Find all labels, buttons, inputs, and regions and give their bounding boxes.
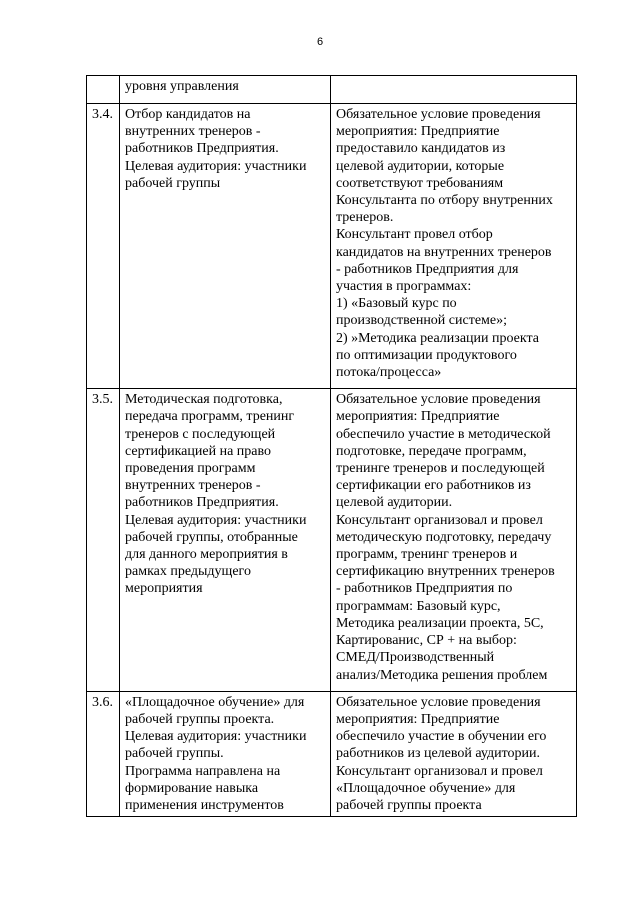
item-number: 3.5. (87, 389, 120, 691)
completion-condition (331, 389, 577, 691)
condition-line: Консультант организовал и провел (336, 763, 543, 779)
condition-line: - работников Предприятия по (336, 581, 513, 597)
table-row (87, 691, 577, 816)
condition-line: рабочей группы проекта (336, 797, 482, 813)
condition-line: сертификацию внутренних тренеров (336, 564, 555, 580)
page-number: 6 (316, 36, 324, 48)
description-line: применения инструментов (125, 797, 284, 813)
condition-line: Картированис, СР + на выбор: (336, 633, 517, 649)
condition-line: целевой аудитории. (336, 495, 453, 511)
completion-condition (331, 76, 577, 104)
condition-line: Обязательное условие проведения (336, 694, 541, 710)
condition-line: мероприятия: Предприятие (336, 409, 500, 425)
item-number (87, 76, 120, 104)
condition-line: производственной системе»; (336, 313, 508, 329)
description-line: Отбор кандидатов на (125, 107, 251, 122)
description-line: мероприятия (125, 581, 203, 597)
description-line: рабочей группы, отобранные (125, 529, 298, 545)
description-line: Программа направлена на (125, 763, 281, 779)
condition-line: участия в программах: (336, 279, 472, 295)
description-line: Целевая аудитория: участники (125, 512, 307, 528)
condition-line: методическую подготовку, передачу (336, 529, 552, 545)
description-line: Целевая аудитория: участники (125, 729, 307, 745)
description-line: Методическая подготовка, (125, 392, 283, 408)
condition-line: Методика реализации проекта, 5С, (336, 615, 544, 631)
condition-line: предоставило кандидатов из (336, 141, 506, 157)
condition-line: 2) »Методика реализации проекта (336, 330, 540, 346)
condition-line: Обязательное условие проведения (336, 392, 541, 408)
measure-description (120, 389, 331, 691)
description-line: «Площадочное обучение» для (125, 694, 305, 710)
description-line: тренеров с последующей (125, 426, 276, 442)
description-line: Целевая аудитория: участники (125, 158, 307, 174)
description-line: работников Предприятия. (125, 141, 279, 157)
table-row (87, 104, 577, 389)
condition-line: тренинге тренеров и последующей (336, 461, 545, 477)
measures-table (86, 75, 577, 817)
condition-line: программам: Базовый курс, (336, 598, 501, 614)
condition-line: целевой аудитории, которые (336, 158, 505, 174)
description-line: сертификацией на право (125, 443, 272, 459)
description-line: для данного мероприятия в (125, 547, 288, 563)
condition-line: кандидатов на внутренних тренеров (336, 244, 552, 260)
condition-line: мероприятия: Предприятие (336, 711, 500, 727)
description-line: рамках предыдущего (125, 564, 251, 580)
condition-line: 1) «Базовый курс по (336, 296, 457, 312)
item-number: 3.6. (87, 691, 120, 816)
item-number: 3.4. (87, 104, 120, 389)
condition-line: - работников Предприятия для (336, 261, 519, 277)
condition-line: анализ/Методика решения проблем (336, 667, 548, 683)
condition-line: Консультант провел отбор (336, 227, 493, 243)
measure-description (120, 104, 331, 389)
condition-line: «Площадочное обучение» для (336, 780, 516, 796)
measure-description (120, 76, 331, 104)
table-row (87, 76, 577, 104)
description-line: рабочей группы (125, 175, 221, 191)
condition-line: Консультанта по отбору внутренних (336, 193, 553, 209)
table-row (87, 389, 577, 691)
condition-line: Обязательное условие проведения (336, 107, 541, 122)
description-line: внутренних тренеров - (125, 124, 261, 140)
condition-line: СМЕД/Производственный (336, 650, 495, 666)
description-line: рабочей группы. (125, 746, 224, 762)
condition-line: программ, тренинг тренеров и (336, 547, 518, 563)
measure-description (120, 691, 331, 816)
condition-line: тренеров. (336, 210, 394, 226)
condition-line: по оптимизации продуктового (336, 347, 517, 363)
condition-line: мероприятия: Предприятие (336, 124, 500, 140)
description-line: внутренних тренеров - (125, 478, 261, 494)
condition-line: сертификации его работников из (336, 478, 531, 494)
description-line: проведения программ (125, 461, 256, 477)
condition-line: соответствуют требованиям (336, 175, 504, 191)
description-line: передача программ, тренинг (125, 409, 295, 425)
description-line: уровня управления (125, 79, 239, 94)
condition-line: Консультант организовал и провел (336, 512, 543, 528)
condition-line: обеспечило участие в методической (336, 426, 551, 442)
condition-line: обеспечило участие в обучении его (336, 729, 547, 745)
completion-condition (331, 104, 577, 389)
description-line: работников Предприятия. (125, 495, 279, 511)
condition-line: подготовке, передаче программ, (336, 443, 527, 459)
description-line: формирование навыка (125, 780, 259, 796)
description-line: рабочей группы проекта. (125, 711, 275, 727)
condition-line: потока/процесса» (336, 365, 442, 381)
completion-condition (331, 691, 577, 816)
condition-line: работников из целевой аудитории. (336, 746, 541, 762)
